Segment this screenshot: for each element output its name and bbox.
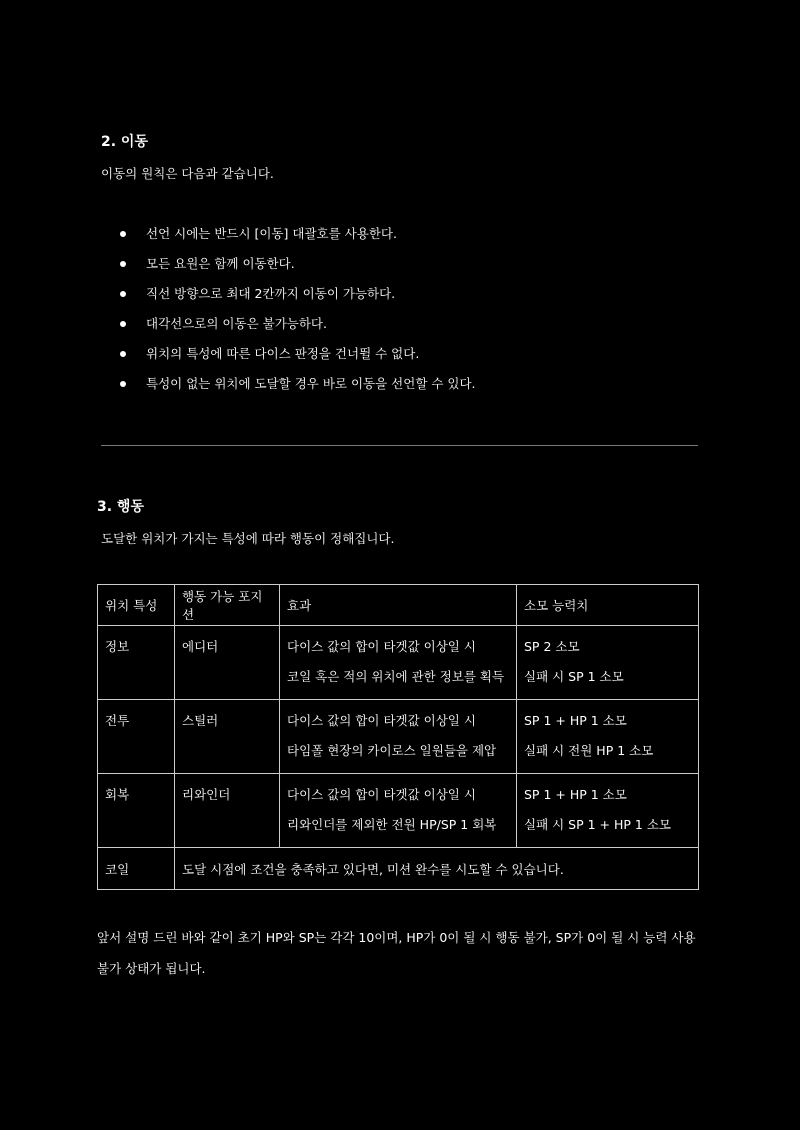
effect-cell: 다이스 값의 합이 타겟값 이상일 시 리와인더를 제외한 전원 HP/SP 1 회복 — [280, 774, 517, 848]
section-divider — [101, 445, 698, 446]
list-item: 특성이 없는 위치에 도달할 경우 바로 이동을 선언할 수 있다. — [120, 374, 476, 404]
section-3-heading: 3. 행동 — [97, 499, 144, 515]
list-item: 모든 요원은 함께 이동한다. — [120, 254, 476, 284]
section-2-intro: 이동의 원칙은 다음과 같습니다. — [101, 166, 274, 181]
table-row — [98, 848, 699, 890]
position-cell: 스틸러 — [175, 700, 280, 774]
bullet-icon — [120, 381, 126, 387]
movement-rules-list — [120, 224, 476, 404]
cost-cell: SP 1 + HP 1 소모 실패 시 SP 1 + HP 1 소모 — [517, 774, 699, 848]
table-header-row — [98, 585, 699, 626]
trait-cell: 정보 — [98, 626, 175, 700]
trait-cell: 전투 — [98, 700, 175, 774]
section-3-intro: 도달한 위치가 가지는 특성에 따라 행동이 정해집니다. — [101, 531, 395, 546]
bullet-icon — [120, 351, 126, 357]
cost-cell: SP 1 + HP 1 소모 실패 시 전원 HP 1 소모 — [517, 700, 699, 774]
table-row — [98, 774, 699, 848]
header-cell: 행동 가능 포지션 — [175, 585, 280, 626]
list-item: 위치의 특성에 따른 다이스 판정을 건너뛸 수 없다. — [120, 344, 476, 374]
bullet-icon — [120, 231, 126, 237]
list-item: 직선 방향으로 최대 2칸까지 이동이 가능하다. — [120, 284, 476, 314]
list-item: 대각선으로의 이동은 불가능하다. — [120, 314, 476, 344]
action-table — [97, 584, 699, 890]
header-cell: 효과 — [280, 585, 517, 626]
table-row — [98, 700, 699, 774]
header-cell: 소모 능력치 — [517, 585, 699, 626]
bullet-icon — [120, 261, 126, 267]
stats-note: 앞서 설명 드린 바와 같이 초기 HP와 SP는 각각 10이며, HP가 0이 될 시 행동 불가, SP가 0이 될 시 능력 사용 불가 상태가 됩니다. — [97, 930, 696, 976]
trait-cell: 코일 — [98, 848, 175, 890]
trait-cell: 회복 — [98, 774, 175, 848]
bullet-icon — [120, 321, 126, 327]
header-cell: 위치 특성 — [98, 585, 175, 626]
position-cell: 리와인더 — [175, 774, 280, 848]
list-item: 선언 시에는 반드시 [이동] 대괄호를 사용한다. — [120, 224, 476, 254]
effect-cell: 다이스 값의 합이 타겟값 이상일 시 타임폴 현장의 카이로스 일원들을 제압 — [280, 700, 517, 774]
table-row — [98, 626, 699, 700]
position-cell: 에디터 — [175, 626, 280, 700]
cost-cell: SP 2 소모 실패 시 SP 1 소모 — [517, 626, 699, 700]
bullet-icon — [120, 291, 126, 297]
effect-cell: 다이스 값의 합이 타겟값 이상일 시 코일 혹은 적의 위치에 관한 정보를 획득 — [280, 626, 517, 700]
coil-description-cell: 도달 시점에 조건을 충족하고 있다면, 미션 완수를 시도할 수 있습니다. — [175, 848, 699, 890]
section-2-heading: 2. 이동 — [101, 134, 148, 150]
